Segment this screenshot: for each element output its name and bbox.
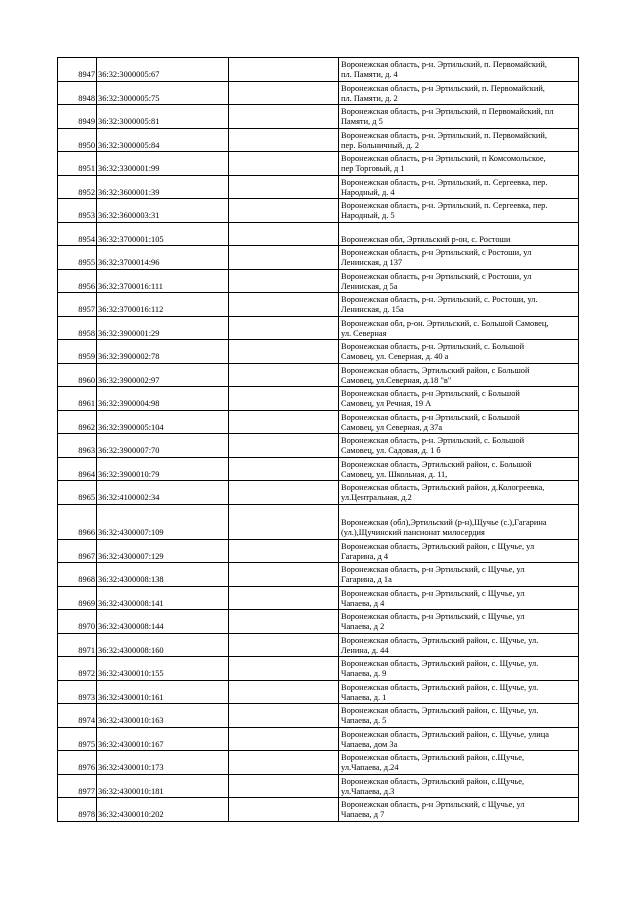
cadastral-number: 36:32:3000005:67 <box>97 58 229 82</box>
row-number: 8954 <box>58 222 97 246</box>
table-row <box>58 457 579 481</box>
cadastral-number: 36:32:3700016:111 <box>97 269 229 293</box>
empty-cell <box>229 128 339 152</box>
empty-cell <box>229 481 339 505</box>
address-line: Воронежская обл, Эртильский р-он, с. Ростоши <box>341 234 511 244</box>
cadastral-number: 36:32:3300001:99 <box>97 152 229 176</box>
row-number: 8976 <box>58 751 97 775</box>
table-row <box>58 610 579 634</box>
empty-cell <box>229 58 339 82</box>
empty-cell <box>229 539 339 563</box>
row-number: 8974 <box>58 704 97 728</box>
table-row <box>58 363 579 387</box>
table-row <box>58 563 579 587</box>
address-line: Чапаева, д. 1 <box>341 692 387 702</box>
address-line: Воронежская область, р-н Эртильский, с Ростоши, ул <box>341 271 532 281</box>
table-row <box>58 434 579 458</box>
address-cell <box>339 704 579 728</box>
address-line: Воронежская область, р-н. Эртильский, с. Большой <box>341 342 525 352</box>
address-line: Воронежская область, р-н. Эртильский, п. Первомайский, <box>341 60 547 70</box>
cadastral-number: 36:32:3600003:31 <box>97 199 229 223</box>
empty-cell <box>229 340 339 364</box>
cadastral-number: 36:32:4300010:181 <box>97 774 229 798</box>
document-page <box>57 57 578 822</box>
row-number: 8949 <box>58 105 97 129</box>
address-cell <box>339 105 579 129</box>
address-line: пл. Памяти, д. 4 <box>341 70 398 80</box>
address-line: Воронежская область, Эртильский район, с. Щучье, ул. <box>341 635 539 645</box>
address-line: Воронежская область, Эртильский район, д.Кологреевка, <box>341 483 545 493</box>
address-line: Самовец, ул Северная, д 37а <box>341 422 443 432</box>
address-cell <box>339 434 579 458</box>
address-line: ул.Чапаева, д.3 <box>341 786 395 796</box>
address-cell <box>339 586 579 610</box>
empty-cell <box>229 727 339 751</box>
row-number: 8958 <box>58 316 97 340</box>
table-row <box>58 105 579 129</box>
address-cell <box>339 798 579 822</box>
empty-cell <box>229 316 339 340</box>
empty-cell <box>229 222 339 246</box>
address-line: Воронежская область, р-н Эртильский, п. Первомайский, <box>341 83 545 93</box>
empty-cell <box>229 680 339 704</box>
cadastral-number: 36:32:3900001:29 <box>97 316 229 340</box>
address-cell <box>339 246 579 270</box>
address-line: Воронежская область, р-н. Эртильский, с. Большой <box>341 436 525 446</box>
cadastral-number: 36:32:3600001:39 <box>97 175 229 199</box>
address-line: Чапаева, д 7 <box>341 810 385 820</box>
table-row <box>58 539 579 563</box>
address-line: ул.Чапаева, д.24 <box>341 763 399 773</box>
row-number: 8966 <box>58 504 97 539</box>
cadastral-number: 36:32:3900007:70 <box>97 434 229 458</box>
address-line: ул.Центральная, д.2 <box>341 493 412 503</box>
row-number: 8948 <box>58 81 97 105</box>
table-row <box>58 246 579 270</box>
address-line: Самовец, ул. Северная, д. 40 а <box>341 352 449 362</box>
address-line: Воронежская область, р-н Эртильский, с Большой <box>341 389 520 399</box>
address-line: Воронежская область, р-н Эртильский, п Комсомольское, <box>341 154 546 164</box>
address-line: Воронежская область, Эртильский район, с. Щучье, ул. <box>341 682 539 692</box>
address-line: ул. Северная <box>341 328 387 338</box>
address-line: пер Торговый, д 1 <box>341 164 405 174</box>
cadastral-number: 36:32:3000005:75 <box>97 81 229 105</box>
address-cell <box>339 81 579 105</box>
address-line: Чапаева, д. 5 <box>341 716 387 726</box>
row-number: 8977 <box>58 774 97 798</box>
address-line: Воронежская область, Эртильский район, с. Щучье, ул. <box>341 659 539 669</box>
cadastral-number: 36:32:3700016:112 <box>97 293 229 317</box>
cadastral-number: 36:32:3700001:105 <box>97 222 229 246</box>
row-number: 8956 <box>58 269 97 293</box>
cadastral-number: 36:32:4300010:163 <box>97 704 229 728</box>
row-number: 8967 <box>58 539 97 563</box>
cadastral-number: 36:32:4300008:144 <box>97 610 229 634</box>
address-cell <box>339 680 579 704</box>
address-line: Самовец, ул. Школьная, д. 11, <box>341 469 448 479</box>
row-number: 8963 <box>58 434 97 458</box>
row-number: 8957 <box>58 293 97 317</box>
row-number: 8975 <box>58 727 97 751</box>
table-row <box>58 586 579 610</box>
address-line: Гагарина, д 4 <box>341 551 389 561</box>
address-line: Воронежская область, Эртильский район, с.Щучье, <box>341 776 525 786</box>
address-line: Воронежская (обл),Эртильский (р-н),Щучье (с.),Гагарина <box>341 518 547 528</box>
table-row <box>58 798 579 822</box>
address-line: Ленинская, д 5а <box>341 281 398 291</box>
address-cell <box>339 293 579 317</box>
address-line: Воронежская область, Эртильский район, с Большой <box>341 365 530 375</box>
row-number: 8950 <box>58 128 97 152</box>
row-number: 8960 <box>58 363 97 387</box>
empty-cell <box>229 410 339 434</box>
address-cell <box>339 727 579 751</box>
address-cell <box>339 363 579 387</box>
property-registry-table <box>57 57 579 822</box>
registry-body <box>58 58 579 822</box>
address-line: Воронежская область, р-н Эртильский, с Щучье, ул <box>341 565 525 575</box>
address-line: пл. Памяти, д. 2 <box>341 93 398 103</box>
address-cell <box>339 199 579 223</box>
empty-cell <box>229 610 339 634</box>
address-line: Воронежская область, Эртильский район, с. Щучье, ул. <box>341 706 539 716</box>
row-number: 8978 <box>58 798 97 822</box>
address-cell <box>339 410 579 434</box>
address-line: Воронежская область, Эртильский район, с. Большой <box>341 459 532 469</box>
cadastral-number: 36:32:4300010:173 <box>97 751 229 775</box>
address-cell <box>339 58 579 82</box>
table-row <box>58 410 579 434</box>
address-cell <box>339 610 579 634</box>
table-row <box>58 222 579 246</box>
address-cell <box>339 316 579 340</box>
empty-cell <box>229 504 339 539</box>
address-line: Чапаева, д. 9 <box>341 669 387 679</box>
table-row <box>58 340 579 364</box>
address-cell <box>339 340 579 364</box>
table-row <box>58 633 579 657</box>
table-row <box>58 199 579 223</box>
address-line: Воронежская область, Эртильский район, с.Щучье, <box>341 753 525 763</box>
address-cell <box>339 152 579 176</box>
table-row <box>58 680 579 704</box>
table-row <box>58 81 579 105</box>
cadastral-number: 36:32:3000005:81 <box>97 105 229 129</box>
empty-cell <box>229 81 339 105</box>
address-cell <box>339 269 579 293</box>
empty-cell <box>229 105 339 129</box>
address-line: Гагарина, д 1а <box>341 575 392 585</box>
address-line: Воронежская область, р-н. Эртильский, п. Сергеевка, пер. <box>341 177 548 187</box>
cadastral-number: 36:32:3700014:96 <box>97 246 229 270</box>
address-line: Самовец, ул.Северная, д.18 "в" <box>341 375 452 385</box>
empty-cell <box>229 387 339 411</box>
address-line: (ул.),Щучинский пансионат милосердия <box>341 528 485 538</box>
address-line: Ленинская, д 137 <box>341 258 403 268</box>
table-row <box>58 316 579 340</box>
address-line: Чапаева, д 4 <box>341 598 385 608</box>
cadastral-number: 36:32:3900005:104 <box>97 410 229 434</box>
table-row <box>58 128 579 152</box>
address-line: Воронежская область, р-н Эртильский, с Щучье, ул <box>341 800 525 810</box>
cadastral-number: 36:32:3900004:98 <box>97 387 229 411</box>
empty-cell <box>229 563 339 587</box>
row-number: 8955 <box>58 246 97 270</box>
address-line: Ленина, д. 44 <box>341 645 389 655</box>
empty-cell <box>229 293 339 317</box>
row-number: 8964 <box>58 457 97 481</box>
address-line: Чапаева, д 2 <box>341 622 385 632</box>
table-row <box>58 504 579 539</box>
row-number: 8971 <box>58 633 97 657</box>
row-number: 8961 <box>58 387 97 411</box>
table-row <box>58 152 579 176</box>
empty-cell <box>229 457 339 481</box>
row-number: 8952 <box>58 175 97 199</box>
row-number: 8970 <box>58 610 97 634</box>
cadastral-number: 36:32:4300007:129 <box>97 539 229 563</box>
empty-cell <box>229 246 339 270</box>
row-number: 8962 <box>58 410 97 434</box>
empty-cell <box>229 199 339 223</box>
row-number: 8973 <box>58 680 97 704</box>
address-cell <box>339 457 579 481</box>
cadastral-number: 36:32:3000005:84 <box>97 128 229 152</box>
table-row <box>58 58 579 82</box>
address-line: Воронежская область, р-н Эртильский, с Щучье, ул <box>341 612 525 622</box>
empty-cell <box>229 774 339 798</box>
address-line: пер. Больничный, д. 2 <box>341 140 420 150</box>
table-row <box>58 774 579 798</box>
empty-cell <box>229 657 339 681</box>
address-line: Памяти, д 5 <box>341 117 383 127</box>
empty-cell <box>229 175 339 199</box>
address-cell <box>339 563 579 587</box>
row-number: 8959 <box>58 340 97 364</box>
address-line: Воронежская область, р-н. Эртильский, с. Ростоши, ул. <box>341 295 538 305</box>
table-row <box>58 657 579 681</box>
row-number: 8969 <box>58 586 97 610</box>
address-line: Воронежская область, Эртильский район, с Щучье, ул <box>341 541 535 551</box>
row-number: 8972 <box>58 657 97 681</box>
cadastral-number: 36:32:3900002:78 <box>97 340 229 364</box>
address-line: Чапаева, дом 3а <box>341 739 398 749</box>
cadastral-number: 36:32:4300008:160 <box>97 633 229 657</box>
address-line: Воронежская область, р-н Эртильский, с Щучье, ул <box>341 588 525 598</box>
table-row <box>58 175 579 199</box>
address-cell <box>339 657 579 681</box>
cadastral-number: 36:32:3900002:97 <box>97 363 229 387</box>
address-cell <box>339 751 579 775</box>
cadastral-number: 36:32:4300010:155 <box>97 657 229 681</box>
address-cell <box>339 633 579 657</box>
empty-cell <box>229 586 339 610</box>
empty-cell <box>229 798 339 822</box>
table-row <box>58 269 579 293</box>
address-line: Воронежская область, р-н Эртильский, п Первомайский, пл <box>341 107 554 117</box>
address-line: Воронежская область, р-н. Эртильский, п. Сергеевка, пер. <box>341 201 548 211</box>
cadastral-number: 36:32:4300010:167 <box>97 727 229 751</box>
empty-cell <box>229 363 339 387</box>
address-line: Ленинская, д. 15а <box>341 305 404 315</box>
empty-cell <box>229 434 339 458</box>
table-row <box>58 751 579 775</box>
address-cell <box>339 175 579 199</box>
row-number: 8947 <box>58 58 97 82</box>
row-number: 8951 <box>58 152 97 176</box>
address-line: Воронежская область, Эртильский район, с. Щучье, улица <box>341 729 549 739</box>
address-line: Воронежская обл, р-он. Эртильский, с. Большой Самовец, <box>341 318 549 328</box>
empty-cell <box>229 269 339 293</box>
empty-cell <box>229 152 339 176</box>
address-line: Воронежская область, р-н. Эртильский, п. Первомайский, <box>341 130 547 140</box>
address-line: Воронежская область, р-н Эртильский, с Ростоши, ул <box>341 248 532 258</box>
table-row <box>58 387 579 411</box>
cadastral-number: 36:32:4300008:138 <box>97 563 229 587</box>
cadastral-number: 36:32:4300008:141 <box>97 586 229 610</box>
table-row <box>58 704 579 728</box>
empty-cell <box>229 751 339 775</box>
address-line: Самовец, ул. Садовая, д. 1 б <box>341 446 441 456</box>
row-number: 8965 <box>58 481 97 505</box>
address-cell <box>339 222 579 246</box>
address-cell <box>339 128 579 152</box>
table-row <box>58 481 579 505</box>
row-number: 8953 <box>58 199 97 223</box>
address-cell <box>339 504 579 539</box>
address-line: Народный, д. 5 <box>341 211 395 221</box>
empty-cell <box>229 704 339 728</box>
table-row <box>58 727 579 751</box>
address-cell <box>339 387 579 411</box>
row-number: 8968 <box>58 563 97 587</box>
empty-cell <box>229 633 339 657</box>
address-line: Народный, д. 4 <box>341 187 395 197</box>
cadastral-number: 36:32:4300010:202 <box>97 798 229 822</box>
table-row <box>58 293 579 317</box>
address-cell <box>339 774 579 798</box>
cadastral-number: 36:32:4300010:161 <box>97 680 229 704</box>
address-line: Самовец, ул Речная, 19 А <box>341 399 432 409</box>
cadastral-number: 36:32:3900010:79 <box>97 457 229 481</box>
address-cell <box>339 539 579 563</box>
address-line: Воронежская область, р-н Эртильский, с Большой <box>341 412 520 422</box>
cadastral-number: 36:32:4300007:109 <box>97 504 229 539</box>
cadastral-number: 36:32:4100002:34 <box>97 481 229 505</box>
address-cell <box>339 481 579 505</box>
